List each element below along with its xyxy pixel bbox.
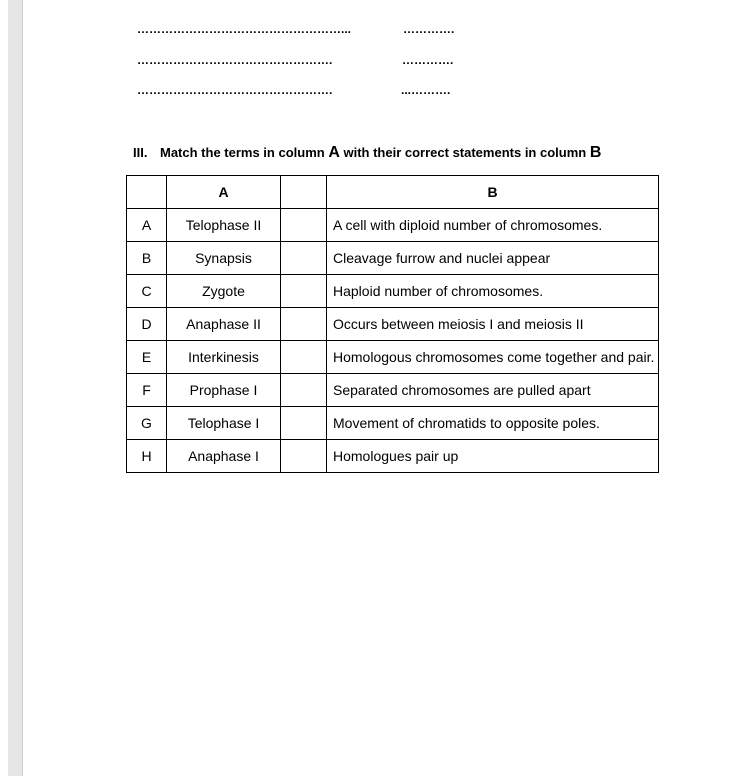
answer-blank-3: …………………………………………. (137, 83, 333, 97)
row-statement: Homologous chromosomes come together and pair. (327, 341, 659, 374)
question-heading (133, 144, 601, 162)
row-letter: B (127, 242, 167, 275)
matching-table (126, 175, 659, 473)
row-answer-cell[interactable] (281, 308, 327, 341)
row-answer-cell[interactable] (281, 374, 327, 407)
question-text-2: with their correct statements in column (339, 145, 590, 160)
table-row (127, 440, 659, 473)
table-row (127, 275, 659, 308)
question-col-b: B (589, 144, 602, 161)
row-term: Anaphase I (167, 440, 281, 473)
row-term: Interkinesis (167, 341, 281, 374)
header-col-a: A (167, 176, 281, 209)
table-header-row (127, 176, 659, 209)
row-answer-cell[interactable] (281, 440, 327, 473)
row-letter: H (127, 440, 167, 473)
row-term: Anaphase II (167, 308, 281, 341)
row-answer-cell[interactable] (281, 407, 327, 440)
header-blank-answer (281, 176, 327, 209)
table-row (127, 341, 659, 374)
row-letter: G (127, 407, 167, 440)
table-row (127, 407, 659, 440)
question-text-1: Match the terms in column (160, 145, 329, 160)
table-row (127, 242, 659, 275)
row-answer-cell[interactable] (281, 275, 327, 308)
row-term: Synapsis (167, 242, 281, 275)
page-margin (0, 0, 8, 776)
table-row (127, 209, 659, 242)
answer-blank-1: ……………………………………………... (137, 22, 352, 36)
row-term: Prophase I (167, 374, 281, 407)
row-letter: E (127, 341, 167, 374)
header-col-b: B (327, 176, 659, 209)
answer-blank-3b: ...………. (401, 83, 451, 97)
row-statement: Movement of chromatids to opposite poles. (327, 407, 659, 440)
question-col-a: A (328, 144, 340, 161)
row-statement: Haploid number of chromosomes. (327, 275, 659, 308)
row-statement: A cell with diploid number of chromosomes. (327, 209, 659, 242)
answer-blank-2b: …………. (402, 53, 454, 67)
row-letter: D (127, 308, 167, 341)
row-letter: C (127, 275, 167, 308)
table-row (127, 308, 659, 341)
row-answer-cell[interactable] (281, 242, 327, 275)
row-statement: Cleavage furrow and nuclei appear (327, 242, 659, 275)
row-statement: Occurs between meiosis I and meiosis II (327, 308, 659, 341)
row-letter: F (127, 374, 167, 407)
row-term: Zygote (167, 275, 281, 308)
row-answer-cell[interactable] (281, 341, 327, 374)
answer-blank-1b: …………. (403, 22, 455, 36)
row-answer-cell[interactable] (281, 209, 327, 242)
header-blank-left (127, 176, 167, 209)
answer-blank-2: …………………………………………. (137, 53, 333, 67)
table-row (127, 374, 659, 407)
question-number: III. (133, 145, 148, 160)
row-letter: A (127, 209, 167, 242)
row-statement: Homologues pair up (327, 440, 659, 473)
row-term: Telophase II (167, 209, 281, 242)
document-left-border (8, 0, 23, 776)
row-term: Telophase I (167, 407, 281, 440)
row-statement: Separated chromosomes are pulled apart (327, 374, 659, 407)
